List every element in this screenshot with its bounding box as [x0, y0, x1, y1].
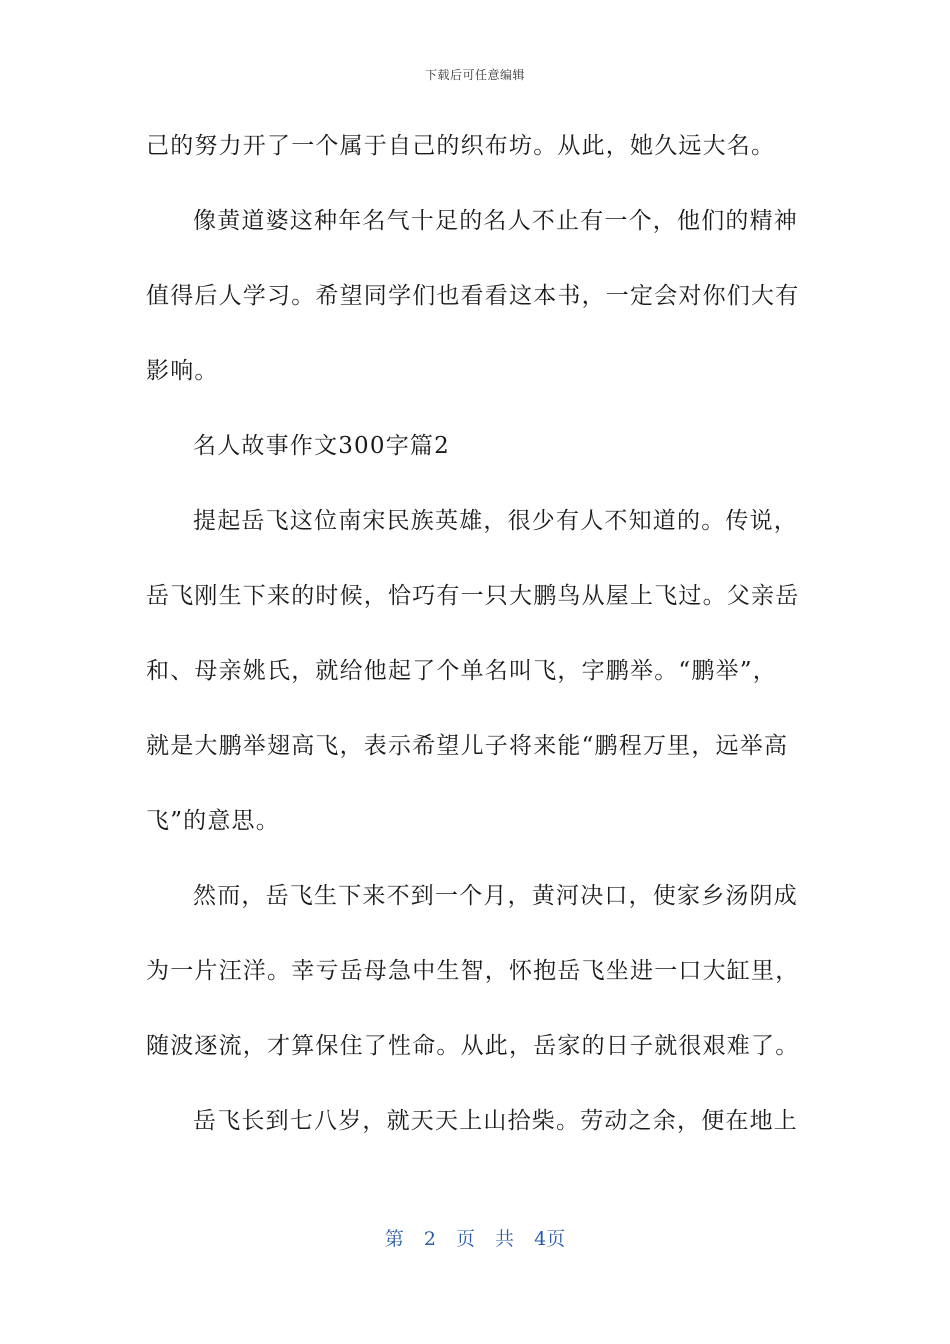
text-line: 随波逐流，才算保住了性命。从此，岳家的日子就很艰难了。	[146, 1033, 800, 1059]
text-line: 影响。	[146, 358, 219, 384]
page-header: 下载后可任意编辑	[424, 68, 525, 82]
section-heading: 名人故事作文300字篇2	[193, 433, 450, 459]
text-line: 飞”的意思。	[146, 808, 280, 834]
text-line: 岳飞长到七八岁，就天天上山拾柴。劳动之余，便在地上	[193, 1108, 798, 1134]
text-line: 值得后人学习。希望同学们也看看这本书，一定会对你们大有	[146, 283, 800, 309]
page-footer	[0, 1224, 950, 1251]
footer-ye: 页	[455, 1228, 475, 1250]
document-body	[146, 126, 800, 1176]
text-line: 岳飞刚生下来的时候，恰巧有一只大鹏鸟从屋上飞过。父亲岳	[146, 583, 800, 609]
text-line: 像黄道婆这种年名气十足的名人不止有一个，他们的精神	[193, 208, 798, 234]
text-line: 和、母亲姚氏，就给他起了个单名叫飞，字鹏举。“鹏举”，	[146, 658, 777, 684]
footer-page-number: 2	[423, 1228, 436, 1250]
footer-gong: 共	[495, 1228, 515, 1250]
footer-di: 第	[384, 1228, 404, 1250]
text-line: 提起岳飞这位南宋民族英雄，很少有人不知道的。传说，	[193, 508, 798, 534]
text-line: 己的努力开了一个属于自己的织布坊。从此，她久远大名。	[146, 133, 776, 159]
text-line: 就是大鹏举翅高飞，表示希望儿子将来能“鹏程万里，远举高	[146, 733, 789, 759]
text-line: 然而，岳飞生下来不到一个月，黄河决口，使家乡汤阴成	[193, 883, 798, 909]
text-line: 为一片汪洋。幸亏岳母急中生智，怀抱岳飞坐进一口大缸里，	[146, 958, 800, 984]
footer-total-pages: 4页	[534, 1228, 566, 1250]
